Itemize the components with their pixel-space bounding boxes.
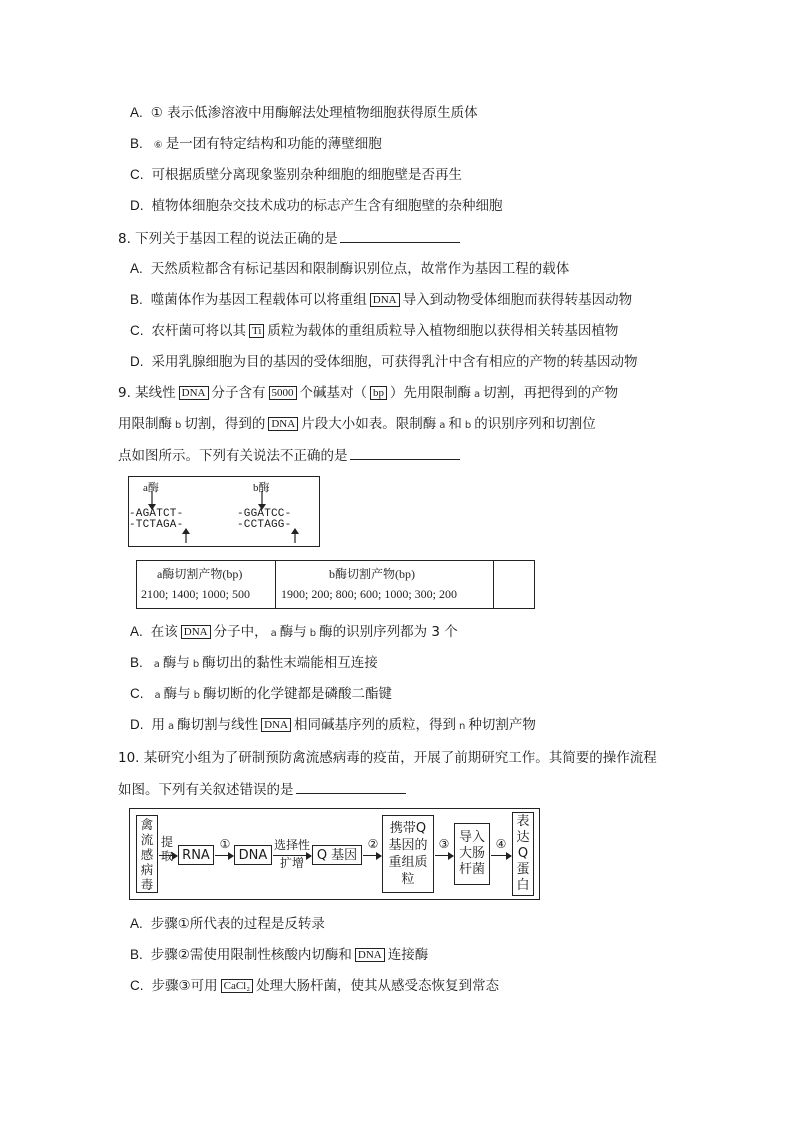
q8-stem: 8. 下列关于基因工程的说法正确的是 xyxy=(118,228,460,249)
table-cell-b: 1900; 200; 800; 600; 1000; 300; 200 xyxy=(281,587,458,601)
flow-step-2: ② xyxy=(367,837,379,851)
inline-symbol: b xyxy=(464,420,472,431)
inline-symbol: a xyxy=(153,659,160,670)
enzyme-a-label: a酶 xyxy=(143,482,159,494)
answer-blank xyxy=(340,228,460,243)
answer-blank xyxy=(296,779,406,794)
q9-stem-line-1: 9. 某线性 DNA 分子含有 5000 个碱基对（ bp ）先用限制酶 a 切割，再把得到的产物 xyxy=(118,383,618,405)
q8-option-a: A. 天然质粒都含有标记基因和限制酶识别位点，故常作为基因工程的载体 xyxy=(130,261,570,277)
q9-option-d: D. 用 a 酶切割与线性 DNA 相同碱基序列的质粒，得到 n 种切割产物 xyxy=(130,715,536,737)
q8-option-d: D. 采用乳腺细胞为目的基因的受体细胞，可获得乳汁中含有相应的产物的转基因动物 xyxy=(130,354,638,370)
seq-b-bottom: -CCTAGG- xyxy=(237,519,292,531)
inline-symbol: b xyxy=(175,420,182,431)
procedure-flowchart xyxy=(129,808,540,900)
q9-option-a: A. 在该 DNA 分子中， a 酶与 b 酶的识别序列都为 3 个 xyxy=(130,622,458,644)
flow-arrow xyxy=(215,855,233,856)
flow-step-4: ④ xyxy=(495,837,507,851)
q7-option-b: B. ⑥ 是一团有特定结构和功能的薄壁细胞 xyxy=(130,134,382,156)
q9-stem-line-3: 点如图所示。下列有关说法不正确的是 xyxy=(118,445,460,466)
q7-option-c: C. 可根据质壁分离现象鉴别杂种细胞的细胞壁是否再生 xyxy=(130,167,462,183)
table-header-a: a酶切割产物(bp) xyxy=(157,567,243,581)
enzyme-site-figure xyxy=(128,476,320,547)
digest-table xyxy=(136,560,535,609)
q9-option-b: B. a 酶与 b 酶切出的黏性末端能相互连接 xyxy=(130,653,378,675)
inline-symbol: a xyxy=(168,721,175,732)
q9-stem-line-2: 用限制酶 b 切割，得到的 DNA 片段大小如表。限制酶 a 和 b 的识别序列和切割位 xyxy=(118,414,596,436)
flow-express-box: 表达Q蛋白 xyxy=(512,812,534,896)
flow-arrow xyxy=(273,855,311,856)
flow-step-1: ① xyxy=(219,837,231,851)
inline-symbol: b xyxy=(309,628,317,639)
inline-symbol: b xyxy=(193,690,200,701)
seq-a-bottom: -TCTAGA- xyxy=(129,519,184,531)
flow-arrow xyxy=(363,855,381,856)
q9-option-c: C. a 酶与 b 酶切断的化学键都是磷酸二酯键 xyxy=(130,684,392,706)
flow-extract-label: 提取 xyxy=(161,835,174,863)
inline-box: Ti xyxy=(249,324,264,338)
table-cell-a: 2100; 1400; 1000; 500 xyxy=(141,587,251,601)
flow-virus-box: 禽流感病毒 xyxy=(136,815,158,893)
seq-a-top: -AGATCT- xyxy=(129,508,184,520)
q7-option-d: D. 植物体细胞杂交技术成功的标志产生含有细胞壁的杂种细胞 xyxy=(130,198,503,214)
flow-ecoli-box: 导入大肠杆菌 xyxy=(454,823,490,885)
inline-symbol: a xyxy=(474,389,481,400)
inline-symbol: a xyxy=(439,420,446,431)
table-header-b: b酶切割产物(bp) xyxy=(329,567,415,581)
q7-option-a: A. ① 表示低渗溶液中用酶解法处理植物细胞获得原生质体 xyxy=(130,105,478,121)
flow-arrow xyxy=(491,855,511,856)
flow-arrow xyxy=(435,855,453,856)
flow-dna-box: DNA xyxy=(234,845,272,865)
inline-symbol: a xyxy=(154,690,161,701)
flow-arrow xyxy=(159,855,177,856)
flow-step-3: ③ xyxy=(438,837,450,851)
inline-symbol: b xyxy=(192,659,200,670)
flow-qgene-box: Q 基因 xyxy=(312,845,362,865)
q10-stem-line-1: 10. 某研究小组为了研制预防禽流感病毒的疫苗，开展了前期研究工作。其简要的操作流程 xyxy=(118,750,657,766)
seq-b-top: -GGATCC- xyxy=(237,508,292,520)
enzyme-b-label: b酶 xyxy=(253,482,270,494)
inline-symbol: ⑥ xyxy=(153,140,163,151)
q8-option-b: B. 噬菌体作为基因工程载体可以将重组 DNA 导入到动物受体细胞而获得转基因动物 xyxy=(130,292,633,308)
q10-option-c: C. 步骤③可用 CaCl₂ 处理大肠杆菌，使其从感受态恢复到常态 xyxy=(130,978,500,994)
q10-stem-line-2: 如图。下列有关叙述错误的是 xyxy=(118,779,406,800)
inline-symbol: n xyxy=(458,721,466,732)
answer-blank xyxy=(350,445,460,460)
inline-box: DNA xyxy=(370,293,400,307)
flow-plasmid-box: 携带Q基因的重组质粒 xyxy=(382,815,434,893)
flow-rna-box: RNA xyxy=(178,845,214,865)
q8-option-c: C. 农杆菌可将以其 Ti 质粒为载体的重组质粒导入植物细胞以获得相关转基因植物 xyxy=(130,323,619,339)
inline-symbol: a xyxy=(270,628,277,639)
q10-option-b: B. 步骤②需使用限制性核酸内切酶和 DNA 连接酶 xyxy=(130,947,429,963)
flow-amplify-label: 选择性扩增 xyxy=(274,838,311,870)
q10-option-a: A. 步骤①所代表的过程是反转录 xyxy=(130,916,325,932)
